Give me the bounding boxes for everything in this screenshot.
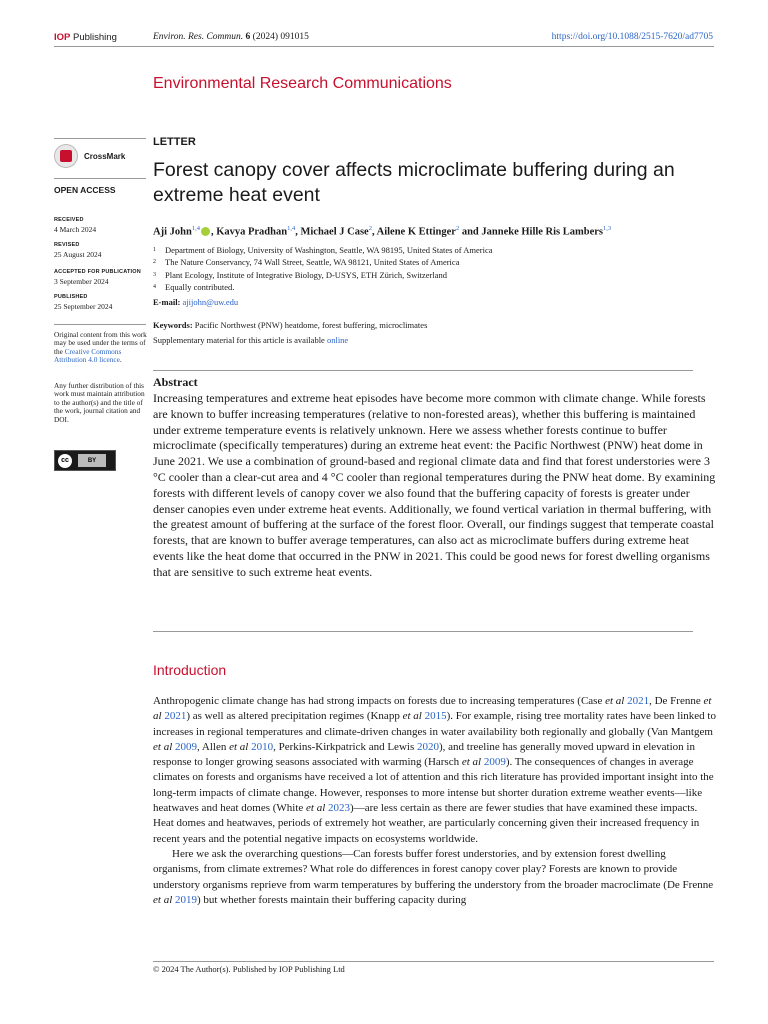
license-link[interactable]: Creative Commons Attribution 4.0 licence	[54, 346, 122, 365]
supplementary-line	[153, 335, 348, 345]
body-text: ) as well as altered precipitation regimes (Knapp	[186, 710, 403, 723]
et-al-text: et al	[306, 802, 326, 815]
introduction-paragraph-1	[153, 694, 716, 847]
citation-year-link[interactable]: 2021	[627, 695, 650, 707]
author-affil-sup: 1,4	[191, 225, 200, 232]
body-text: ) but whether forests maintain their buffering capacity during	[197, 893, 467, 906]
supplementary-text: Supplementary material for this article is available	[153, 335, 327, 345]
body-text: ), and treeline has generally moved upward in elevation in response to longer growing seasons associated with warming (Harsch	[153, 740, 695, 769]
citation-year-link[interactable]: 2015	[424, 710, 447, 723]
left-divider	[54, 138, 146, 139]
copyright-footer: © 2024 The Author(s). Published by IOP Publishing Ltd	[153, 964, 345, 974]
abstract-text: Increasing temperatures and extreme heat episodes have become more common with climate change. While forests are known to buffer increasing temperatures (relative to non-forested areas), whether this buffering is maintained under extreme temperature events is relatively unknown. Here we assess whether forests continue to buffer microclimate (specifically temperatures) during an extreme heat event: the Pacific Northwest (PNW) heat dome in June 2021. We use a combination of ground-based and regional climate data and find that forest understories were 3 °C cooler than a clear-cut area and 4 °C cooler than regional temperatures during the PNW heat dome. By examining forests with different levels of canopy cover we also found that the buffering capacity of forests is greater under denser canopies even under extreme heat events. Additionally, we found vertical variation in thermal buffering, with the greatest amount of buffering at the surface of the forest floor. Overall, our findings suggest that temperate coastal forests, that are known to buffer average temperatures, can also act as microclimate buffers during extreme heat events like the heat dome that occurred in the PNW in 2021. This could be good news for forest dwelling organisms that are sensitive to such extreme heat events.	[153, 391, 716, 579]
introduction-heading: Introduction	[153, 662, 227, 678]
affiliation-item	[153, 244, 493, 256]
date-label-accepted: ACCEPTED FOR PUBLICATION	[54, 269, 141, 275]
et-al-text: et al	[153, 695, 712, 723]
et-al-text: et al	[229, 740, 249, 753]
citation-year-link[interactable]: 2009	[483, 756, 506, 769]
affiliation-item	[153, 281, 493, 293]
affiliation-text: Plant Ecology, Institute of Integrative Biology, D-USYS, ETH Zürich, Switzerland	[165, 269, 447, 280]
crossmark-badge[interactable]	[54, 143, 146, 169]
license-end: .	[119, 355, 122, 365]
date-label-received: RECEIVED	[54, 217, 84, 223]
affiliation-number: 2	[153, 259, 156, 266]
body-text: , Allen	[197, 740, 230, 753]
body-text: Here we ask the overarching questions—Can forests buffer forest understories, and by extension forest dwelling organisms, from climate extremes? What role do differences in forest canopy cover play? Forests are known to provide understory organisms reprieve from warm temperatures by buffering the understory from the broader macroclimate (De Frenne	[153, 847, 714, 891]
date-value-published: 25 September 2024	[54, 302, 113, 311]
citation-year-link[interactable]: 2009	[175, 740, 197, 753]
supplementary-link[interactable]: online	[326, 335, 349, 345]
citation-year-link[interactable]: 2023	[328, 802, 351, 815]
author-sep: ,	[371, 226, 377, 238]
affiliation-item	[153, 256, 493, 268]
body-text: , Perkins-Kirkpatrick and Lewis	[273, 740, 417, 753]
year-article-number: (2024) 091015	[250, 32, 309, 42]
open-access-label: OPEN ACCESS	[54, 185, 116, 195]
affiliation-item	[153, 269, 493, 281]
author-name: Michael J Case	[300, 226, 369, 238]
body-text: , De Frenne	[649, 695, 704, 707]
abstract-heading: Abstract	[153, 375, 198, 389]
article-type: LETTER	[153, 136, 196, 148]
affiliation-number: 1	[153, 247, 156, 253]
article-title: Forest canopy cover affects microclimate buffering during an extreme heat event	[153, 159, 675, 206]
author-affil-sup: 2	[368, 225, 372, 232]
by-icon: BY	[78, 454, 106, 467]
author-name: Kavya Pradhan	[216, 226, 288, 238]
journal-abbrev: Environ. Res. Commun.	[153, 32, 244, 42]
journal-name: Environmental Research Communications	[153, 75, 452, 92]
abstract-divider-top	[153, 370, 693, 371]
citation-year-link[interactable]: 2010	[251, 740, 274, 753]
citation-year-link[interactable]: 2020	[416, 740, 439, 753]
email-line	[153, 297, 238, 307]
affiliation-text: The Nature Conservancy, 74 Wall Street, Seattle, WA 98121, United States of America	[165, 257, 460, 268]
body-text: Anthropogenic climate change has had strong impacts on forests due to increasing temperatures (Case	[153, 695, 606, 707]
left-divider	[54, 178, 146, 179]
et-al-text: et al	[153, 893, 173, 906]
affiliation-number: 3	[153, 271, 156, 278]
author-affil-sup: 1,3	[603, 225, 612, 232]
affiliation-text: Department of Biology, University of Washington, Seattle, WA 98195, United States of America	[165, 245, 493, 255]
crossmark-icon	[54, 144, 78, 168]
author-sep: ,	[295, 226, 301, 238]
date-value-revised: 25 August 2024	[54, 250, 102, 259]
publisher-logo-iop: IOP	[54, 32, 71, 43]
publisher-logo	[54, 32, 117, 43]
cc-by-badge[interactable]	[54, 450, 116, 471]
date-label-published: PUBLISHED	[54, 294, 88, 300]
citation-year-link[interactable]: 2021	[164, 710, 187, 723]
date-value-received: 4 March 2024	[54, 225, 97, 234]
author-name: Ailene K Ettinger	[376, 226, 456, 238]
volume: 6	[245, 32, 251, 42]
publisher-logo-text: Publishing	[70, 32, 117, 43]
license-text: Original content from this work may be used under the terms of the	[54, 330, 147, 356]
author-affil-sup: 1,4	[287, 225, 296, 232]
distribution-statement: Any further distribution of this work must maintain attribution to the author(s) and the title of the work, journal citation and DOI.	[54, 381, 145, 424]
introduction-body	[153, 694, 716, 908]
license-statement	[54, 331, 150, 365]
abstract-divider-bottom	[153, 631, 693, 632]
orcid-icon[interactable]	[201, 227, 210, 236]
author-affil-sup: 2	[455, 225, 460, 232]
date-label-revised: REVISED	[54, 242, 80, 248]
email-label: E-mail:	[153, 297, 181, 307]
date-value-accepted: 3 September 2024	[54, 277, 109, 286]
author-name: Aji John	[153, 226, 192, 238]
introduction-paragraph-2	[153, 847, 716, 908]
body-text: )—are less certain as there are fewer studies that have examined these impacts. Heat domes and heatwaves, periods of extremely hot weather, are particularly concerning given their increased frequency in recent years and the potential negative impacts on ecosystems worldwide.	[153, 802, 700, 845]
author-list	[153, 225, 713, 238]
header-divider	[54, 46, 714, 47]
footer-divider	[153, 961, 714, 962]
author-name: Janneke Hille Ris Lambers	[481, 226, 604, 238]
keywords-label: Keywords:	[153, 320, 193, 330]
et-al-text: et al	[402, 710, 422, 723]
crossmark-label: CrossMark	[84, 151, 126, 161]
citation-line	[153, 32, 309, 42]
keywords-text: Pacific Northwest (PNW) heatdome, forest buffering, microclimates	[194, 320, 428, 330]
author-sep: ,	[210, 226, 217, 238]
cc-icon: cc	[58, 454, 72, 468]
affiliation-number: 4	[153, 283, 156, 290]
left-divider	[54, 324, 146, 325]
citation-year-link[interactable]: 2019	[175, 893, 197, 906]
et-al-text: et al	[461, 756, 482, 769]
affiliation-text: Equally contributed.	[165, 281, 235, 292]
body-text: ). The consequences of changes in average climates on forests and organisms have received a lot of attention and this rich literature has provided important insight into the long-term impacts of climate change. However, responses to more intense but shorter duration extreme weather events—like heatwaves and heat domes (White	[153, 756, 714, 815]
author-sep: and	[459, 226, 482, 238]
doi-link[interactable]: https://doi.org/10.1088/2515-7620/ad7705	[551, 32, 713, 42]
email-link[interactable]: ajijohn@uw.edu	[182, 297, 239, 307]
body-text: ). For example, rising tree mortality rates have been linked to increases in regional temperatures and climate-driven changes in water availability both regionally and globally (Van Mantgem	[153, 710, 716, 738]
et-al-text: et al	[605, 695, 625, 707]
et-al-text: et al	[153, 740, 173, 753]
keywords-line	[153, 320, 427, 330]
affiliations	[153, 244, 493, 293]
